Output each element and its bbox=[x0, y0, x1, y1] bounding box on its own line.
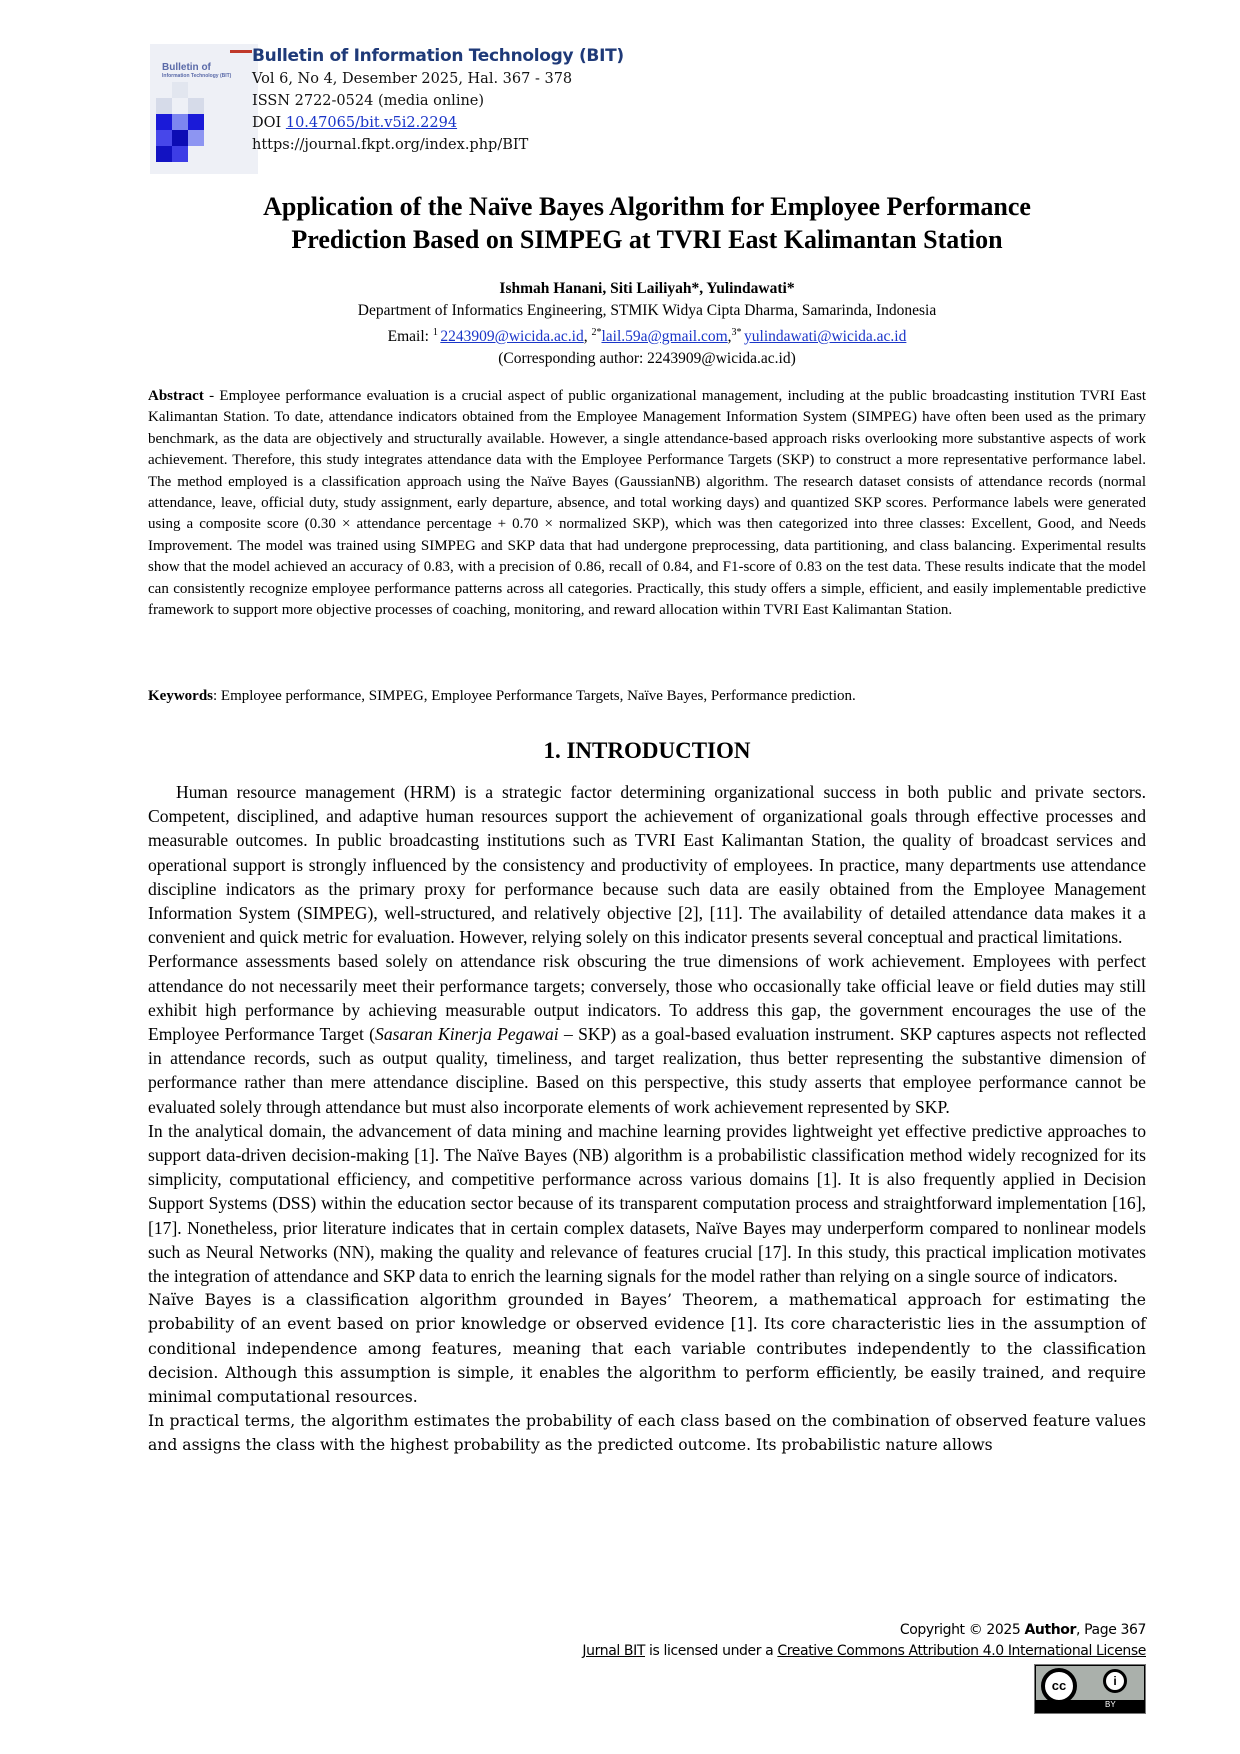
journal-title: Bulletin of Information Technology (BIT) bbox=[252, 46, 624, 66]
keywords bbox=[148, 686, 1146, 707]
abstract-text: Employee performance evaluation is a crucial aspect of public organizational management, including at the public broadcasting institution TVRI East Kalimantan Station. To date, attendance indicators obtained from the Employee Management Information System (SIMPEG) have often been used as the primary benchmark, as the data are objectively and structurally available. However, a single attendance-based approach risks overlooking more substantive aspects of work achievement. Therefore, this study integrates attendance data with the Employee Performance Targets (SKP) to construct a more representative performance label. The method employed is a classification approach using the Naïve Bayes (GaussianNB) algorithm. The research dataset consists of attendance records (normal attendance, leave, official duty, study assignment, early departure, absence, and total working days) and quantized SKP scores. Performance labels were generated using a composite score (0.30 × attendance percentage + 0.70 × normalized SKP), which was then categorized into three classes: Excellent, Good, and Needs Improvement. The model was trained using SIMPEG and SKP data that had undergone preprocessing, data partitioning, and class balancing. Experimental results show that the model achieved an accuracy of 0.83, with a precision of 0.86, recall of 0.84, and F1-score of 0.83 on the test data. These results indicate that the model can consistently recognize employee performance patterns across all categories. Practically, this study offers a simple, efficient, and easily implementable predictive framework to support more objective processes of coaching, monitoring, and reward allocation within TVRI East Kalimantan Station. bbox=[148, 388, 1146, 619]
license-line: Jurnal BIT is licensed under a Creative Commons Attribution 4.0 International License bbox=[582, 1643, 1146, 1659]
paragraph-1: Human resource management (HRM) is a strategic factor determining organizational success in both public and private sectors. Competent, disciplined, and adaptive human resources support the achievement of organizational goals through effective processes and measurable outcomes. In public broadcasting institutions such as TVRI East Kalimantan Station, the quality of broadcast services and operational support is strongly influenced by the consistency and productivity of employees. In practice, many departments use attendance discipline indicators as the primary proxy for performance because such data are easily obtained from the Employee Management Information System (SIMPEG), well-structured, and relatively objective [2], [11]. The availability of detailed attendance data makes it a convenient and quick metric for evaluation. However, relying solely on this indicator presents several conceptual and practical limitations. bbox=[148, 782, 1146, 948]
corresponding-author: (Corresponding author: 2243909@wicida.ac.id) bbox=[498, 350, 796, 368]
logo-tile bbox=[172, 114, 188, 130]
email-line: Email: $^1$ 2243909@wicida.ac.id, $^{2*}$lail.59a@gmail.com,$^{3*}$ yulindawati@wicida.ac.id bbox=[387, 327, 907, 346]
attribution-person-icon: i bbox=[1103, 1669, 1127, 1693]
journal-link[interactable]: Jurnal BIT bbox=[582, 1643, 645, 1659]
journal-info bbox=[252, 44, 624, 156]
section-heading: 1. INTRODUCTION bbox=[543, 738, 751, 763]
keywords-text: : Employee performance, SIMPEG, Employee Performance Targets, Naïve Bayes, Performance prediction. bbox=[213, 688, 856, 704]
logo-tile bbox=[156, 130, 172, 146]
section-body bbox=[148, 780, 1146, 1458]
volume-line: Vol 6, No 4, Desember 2025, Hal. 367 - 378 bbox=[252, 71, 573, 87]
logo-tile bbox=[188, 130, 204, 146]
logo-tile bbox=[172, 82, 188, 98]
license-link[interactable]: Creative Commons Attribution 4.0 International License bbox=[777, 1643, 1146, 1659]
paragraph-5: In practical terms, the algorithm estimates the probability of each class based on the combination of observed feature values and assigns the class with the highest probability as the predicted outcome. Its probabilistic nature allows bbox=[148, 1412, 1146, 1455]
paragraph-2: Performance assessments based solely on attendance risk obscuring the true dimensions of work achievement. Employees with perfect attendance do not necessarily meet their performance targets; conversely, those who occasionally take official leave or field duties may still exhibit high performance by achieving measurable output indicators. To address this gap, the government encourages the use of the Employee Performance Target (Sasaran Kinerja Pegawai – SKP) as a goal-based evaluation instrument. SKP captures aspects not reflected in attendance records, such as output quality, timeliness, and target realization, thus better representing the substantive dimension of performance rather than mere attendance discipline. Based on this perspective, this study asserts that employee performance cannot be evaluated solely through attendance but must also incorporate elements of work achievement represented by SKP. bbox=[148, 951, 1146, 1117]
doi-link[interactable]: 10.47065/bit.v5i2.2294 bbox=[285, 115, 458, 131]
affiliation: Department of Informatics Engineering, STMIK Widya Cipta Dharma, Samarinda, Indonesia bbox=[357, 302, 937, 319]
logo-tile bbox=[172, 130, 188, 146]
issn-line: ISSN 2722-0524 (media online) bbox=[252, 93, 485, 109]
italic-term: Sasaran Kinerja Pegawai bbox=[375, 1024, 559, 1045]
logo-issn-tag bbox=[230, 50, 252, 53]
cc-by-badge[interactable] bbox=[1034, 1664, 1146, 1714]
logo-brand: Bulletin of Information Technology (BIT) bbox=[162, 62, 232, 79]
abstract-label: Abstract bbox=[148, 388, 204, 404]
logo-tile bbox=[188, 114, 204, 130]
journal-header bbox=[148, 44, 1146, 176]
keywords-label: Keywords bbox=[148, 688, 213, 704]
page-number: , Page 367 bbox=[1076, 1622, 1146, 1638]
affiliation-block bbox=[148, 300, 1146, 370]
paragraph-4: Naïve Bayes is a classification algorithm grounded in Bayes’ Theorem, a mathematical approach for estimating the probability of an event based on prior knowledge or observed evidence [1]. Its core characteristic lies in the assumption of conditional independence among features, meaning that each variable contributes independently to the classification decision. Although this assumption is simple, it enables the algorithm to perform efficiently, be easily trained, and require minimal computational resources. bbox=[148, 1291, 1146, 1407]
email-link-3[interactable]: yulindawati@wicida.ac.id bbox=[744, 328, 907, 346]
abstract: Abstract - Employee performance evaluation is a crucial aspect of public organizational management, including at the public broadcasting institution TVRI East Kalimantan Station. To date, attendance indicators obtained from the Employee Management Information System (SIMPEG) have often been used as the primary benchmark, as the data are objectively and structurally available. However, a single attendance-based approach risks overlooking more substantive aspects of work achievement. Therefore, this study integrates attendance data with the Employee Performance Targets (SKP) to construct a more representative performance label. The method employed is a classification approach using the Naïve Bayes (GaussianNB) algorithm. The research dataset consists of attendance records (normal attendance, leave, official duty, study assignment, early departure, absence, and total working days) and quantized SKP scores. Performance labels were generated using a composite score (0.30 × attendance percentage + 0.70 × normalized SKP), which was then categorized into three classes: Excellent, Good, and Needs Improvement. The model was trained using SIMPEG and SKP data that had undergone preprocessing, data partitioning, and class balancing. Experimental results show that the model achieved an accuracy of 0.83, with a precision of 0.86, recall of 0.84, and F1-score of 0.83 on the test data. These results indicate that the model can consistently recognize employee performance patterns across all categories. Practically, this study offers a simple, efficient, and easily implementable predictive framework to support more objective processes of coaching, monitoring, and reward allocation within TVRI East Kalimantan Station. bbox=[148, 388, 1146, 619]
email-link-1[interactable]: 2243909@wicida.ac.id bbox=[440, 328, 584, 346]
logo-tile bbox=[156, 114, 172, 130]
journal-url: https://journal.fkpt.org/index.php/BIT bbox=[252, 137, 529, 153]
logo-tile bbox=[188, 98, 204, 114]
email-link-2[interactable]: lail.59a@gmail.com bbox=[601, 328, 728, 346]
by-label: BY bbox=[1105, 1700, 1116, 1709]
journal-logo bbox=[150, 44, 258, 174]
creative-commons-icon: cc bbox=[1041, 1668, 1077, 1704]
author-list: Ishmah Hanani, Siti Lailiyah*, Yulindawati* bbox=[499, 280, 795, 297]
paper-title: Application of the Naïve Bayes Algorithm for Employee Performance Prediction Based on SIMPEG at TVRI East Kalimantan Station bbox=[263, 192, 1031, 254]
doi-line: DOI 10.47065/bit.v5i2.2294 bbox=[252, 115, 458, 131]
logo-tile bbox=[172, 146, 188, 162]
page-footer bbox=[148, 1620, 1146, 1662]
paragraph-3: In the analytical domain, the advancement of data mining and machine learning provides lightweight yet effective predictive approaches to support data-driven decision-making [1]. The Naïve Bayes (NB) algorithm is a probabilistic classification method widely recognized for its simplicity, computational efficiency, and competitive performance across various domains [1]. It is also frequently applied in Decision Support Systems (DSS) within the education sector because of its transparent computation process and straightforward implementation [16], [17]. Nonetheless, prior literature indicates that in certain complex datasets, Naïve Bayes may underperform compared to nonlinear models such as Neural Networks (NN), making the quality and relevance of features crucial [17]. In this study, this practical implication motivates the integration of attendance and SKP data to enrich the learning signals for the model rather than relying on a single source of indicators. bbox=[148, 1120, 1146, 1287]
logo-tile bbox=[156, 146, 172, 162]
logo-tile bbox=[156, 98, 172, 114]
copyright-line: Copyright © 2025 Author, Page 367 bbox=[899, 1622, 1146, 1638]
